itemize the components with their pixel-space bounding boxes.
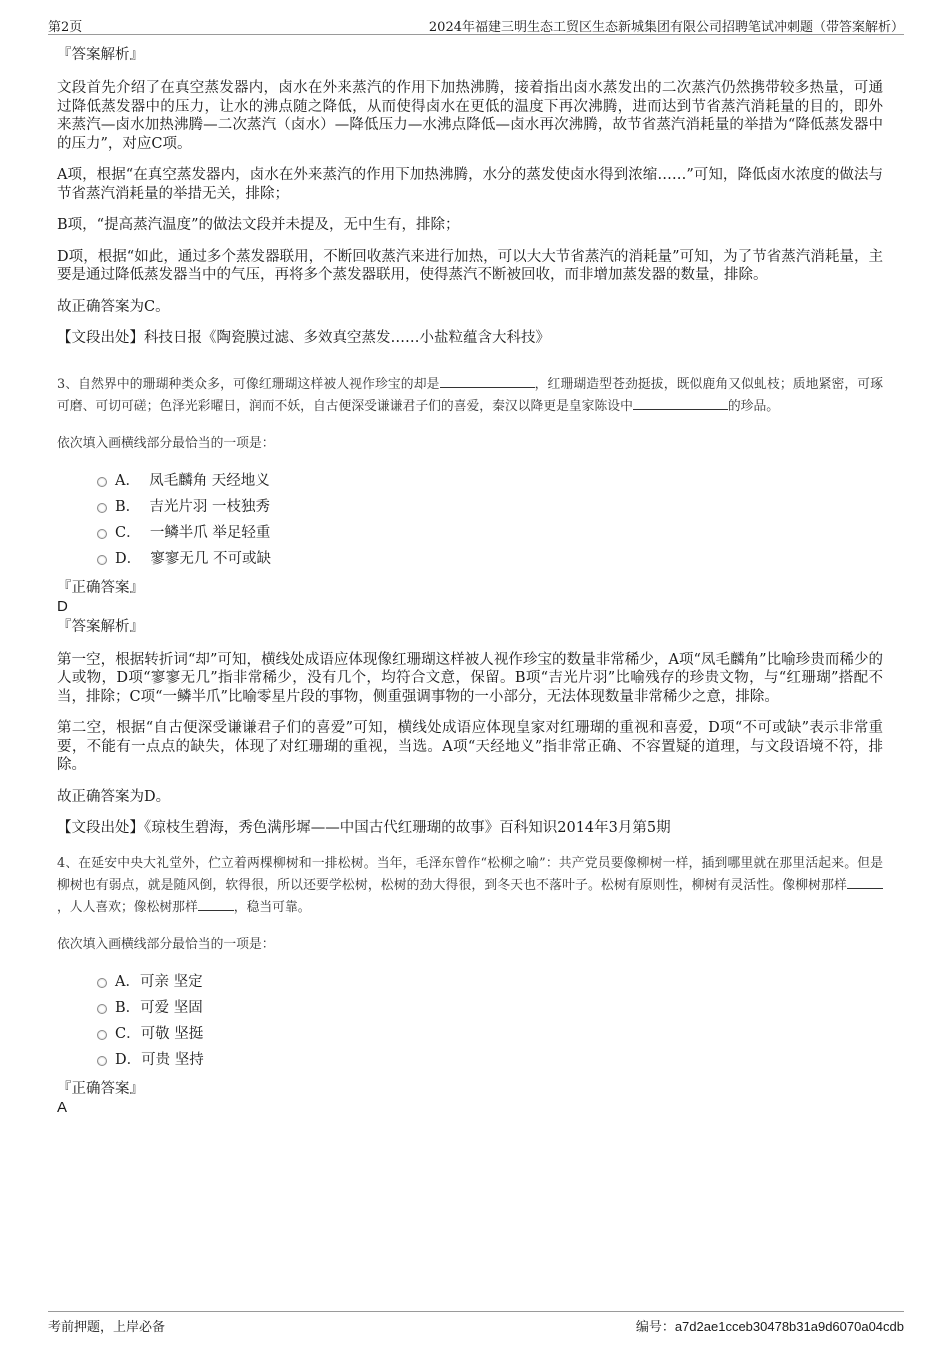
radio-icon[interactable] [97,1030,107,1040]
page-header [48,14,904,35]
q4-answer-label: 『正确答案』 [57,1080,144,1097]
q3-options [97,467,883,571]
q3-analysis-label: 『答案解析』 [57,618,144,635]
page-number: 第2页 [48,20,83,35]
q4-instruction: 依次填入画横线部分最恰当的一项是： [57,936,275,952]
q3-option-b[interactable]: B． 吉光片羽 一枝独秀 [97,493,883,519]
q2-analysis-para-4: D项，根据“如此，通过多个蒸发器联用，不断回收蒸汽来进行加热，可以大大节省蒸汽的消耗量”可知，为了节省蒸汽消耗量，主要是通过降低蒸发器当中的气压，再将多个蒸发器联用，使得蒸汽不断被回收，而非增加蒸发器的数量，排除。 [57,248,883,283]
q4-blank-1 [847,874,883,889]
radio-icon[interactable] [97,1056,107,1066]
radio-icon[interactable] [97,529,107,539]
q3-option-a[interactable]: A． 凤毛麟角 天经地义 [97,467,883,493]
document-code: 编号：a7d2ae1cceb30478b31a9d6070a04cdb [635,1319,904,1335]
q3-analysis-para-1: 第一空，根据转折词“却”可知，横线处成语应体现像红珊瑚这样被人视作珍宝的数量非常稀少，A项“凤毛麟角”比喻珍贵而稀少的人或物，D项“寥寥无几”指非常稀少，没有几个，均符合文意，保留。B项“吉光片羽”比喻残存的珍贵文物，与“红珊瑚”搭配不当，排除；C项“一鳞半爪”比喻零星片段的事物，侧重强调事物的一小部分，无法体现数量非常稀少之意，排除。 [57,651,883,705]
q2-conclusion: 故正确答案为C。 [57,298,170,315]
radio-icon[interactable] [97,555,107,565]
q4-blank-2 [198,896,234,911]
radio-icon[interactable] [97,503,107,513]
q3-question: 3、自然界中的珊瑚种类众多，可像红珊瑚这样被人视作珍宝的却是 ，红珊瑚造型苍劲挺拔，既似鹿角又似虬枝；质地紧密，可琢可磨、可切可磋；色泽光彩曜日，润而不妖，自古便深受谦谦君子们的喜爱，秦汉以降更是皇家陈设中 的珍品。 [57,373,883,417]
q4-options [97,968,883,1072]
footer-slogan: 考前押题，上岸必备 [48,1320,166,1335]
q3-instruction: 依次填入画横线部分最恰当的一项是： [57,435,275,451]
q4-option-b[interactable]: B．可爱 坚固 [97,994,883,1020]
q3-option-d[interactable]: D． 寥寥无几 不可或缺 [97,545,883,571]
q4-option-d[interactable]: D．可贵 坚持 [97,1046,883,1072]
q3-option-c[interactable]: C． 一鳞半爪 举足轻重 [97,519,883,545]
q3-answer: D [57,597,68,615]
q2-source: 【文段出处】科技日报《陶瓷膜过滤、多效真空蒸发……小盐粒蕴含大科技》 [57,330,550,346]
page-content [57,46,883,1117]
q3-source: 【文段出处】《琼枝生碧海，秀色满彤墀——中国古代红珊瑚的故事》百科知识2014年3月第5期 [57,820,671,836]
document-title: 2024年福建三明生态工贸区生态新城集团有限公司招聘笔试冲刺题（带答案解析） [428,20,904,35]
radio-icon[interactable] [97,477,107,487]
page-footer [48,1311,904,1336]
q4-answer: A [57,1098,68,1116]
q3-analysis-para-2: 第二空，根据“自古便深受谦谦君子们的喜爱”可知，横线处成语应体现皇家对红珊瑚的重视和喜爱，D项“不可或缺”表示非常重要，不能有一点点的缺失，体现了对红珊瑚的重视，当选。A项“天经地义”指非常正确、不容置疑的道理，与文段语境不符，排除。 [57,720,883,773]
q3-blank-1 [440,373,535,388]
q3-conclusion: 故正确答案为D。 [57,788,171,805]
q3-answer-label: 『正确答案』 [57,579,144,596]
q2-analysis-para-1: 文段首先介绍了在真空蒸发器内，卤水在外来蒸汽的作用下加热沸腾，接着指出卤水蒸发出的二次蒸汽仍然携带较多热量，可通过降低蒸发器中的压力，让水的沸点随之降低，从而使得卤水在更低的温度下再次沸腾，进而达到节省蒸汽消耗量的目的，即外来蒸汽—卤水加热沸腾—二次蒸汽（卤水）—降低压力—水沸点降低—卤水再次沸腾，故节省蒸汽消耗量的举措为“降低蒸发器中的压力”，对应C项。 [57,80,883,152]
q3-blank-2 [633,395,728,410]
q4-option-a[interactable]: A．可亲 坚定 [97,968,883,994]
q2-analysis-para-3: B项，“提高蒸汽温度”的做法文段并未提及，无中生有，排除； [57,217,460,233]
q2-analysis-label: 『答案解析』 [57,47,144,63]
radio-icon[interactable] [97,978,107,988]
q4-option-c[interactable]: C．可敬 坚挺 [97,1020,883,1046]
radio-icon[interactable] [97,1004,107,1014]
q4-question: 4、在延安中央大礼堂外，伫立着两棵柳树和一排松树。当年，毛泽东曾作“松柳之喻”：共产党员要像柳树一样，插到哪里就在那里活起来。但是柳树也有弱点，就是随风倒，软得很，所以还要学松树，松树的劲大得很，到冬天也不落叶子。松树有原则性，柳树有灵活性。像柳树那样，人人喜欢；像松树那样 ，稳当可靠。 [57,855,883,915]
q2-analysis-para-2: A项，根据“在真空蒸发器内，卤水在外来蒸汽的作用下加热沸腾，水分的蒸发使卤水得到浓缩……”可知，降低卤水浓度的做法与节省蒸汽消耗量的举措无关，排除； [57,167,883,202]
